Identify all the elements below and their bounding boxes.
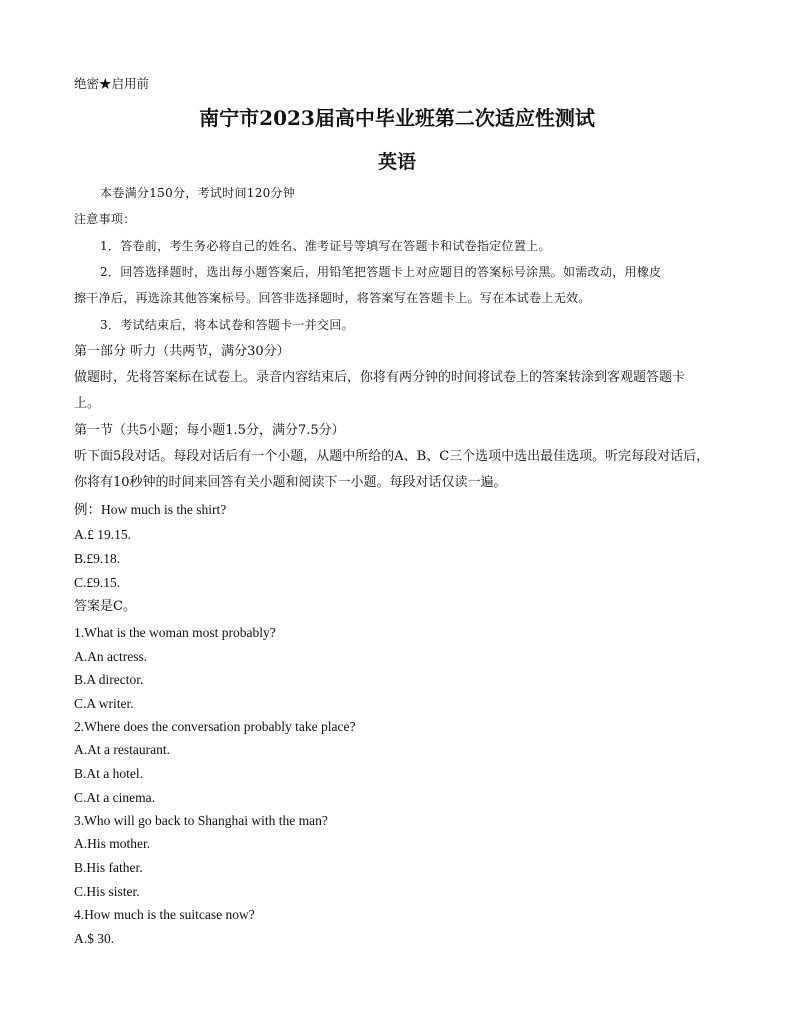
question-3: 3.Who will go back to Shanghai with the man? bbox=[74, 813, 328, 828]
example-option: B.£9.18. bbox=[74, 551, 121, 566]
option: C.A writer. bbox=[74, 696, 134, 711]
note-text: 答卷前，考生务必将自己的姓名、准考证号等填写在答题卡和试卷指定位置上。 bbox=[120, 239, 551, 253]
score-time-line: 本卷满分150分，考试时间120分钟 bbox=[100, 186, 296, 200]
section1-instruction: 听下面5段对话。每段对话后有一个小题，从题中所给的A、B、C三个选项中选出最佳选项。听完每段对话后， bbox=[74, 449, 710, 464]
note-text: 考试结束后，将本试卷和答题卡一并交回。 bbox=[120, 318, 354, 332]
option: B.His father. bbox=[74, 860, 143, 875]
note-number: 1． bbox=[100, 239, 121, 253]
confidential-label: 绝密★启用前 bbox=[74, 76, 150, 91]
note-number: 2． bbox=[100, 265, 121, 279]
option: A.At a restaurant. bbox=[74, 742, 170, 757]
part1-heading: 第一部分 听力（共两节，满分30分） bbox=[74, 344, 290, 359]
note-continuation: 擦干净后，再选涂其他答案标号。回答非选择题时，将答案写在答题卡上。写在本试卷上无效。 bbox=[74, 291, 591, 305]
note-item bbox=[74, 317, 354, 333]
option: C.His sister. bbox=[74, 884, 140, 899]
note-text: 回答选择题时，选出每小题答案后，用铅笔把答题卡上对应题目的答案标号涂黑。如需改动，用橡皮 bbox=[120, 265, 662, 279]
option: B.At a hotel. bbox=[74, 766, 143, 781]
option: A.His mother. bbox=[74, 836, 151, 851]
exam-title: 南宁市2023届高中毕业班第二次适应性测试 bbox=[199, 106, 595, 130]
question-4: 4.How much is the suitcase now? bbox=[74, 907, 255, 922]
example-answer: 答案是C。 bbox=[74, 599, 136, 614]
note-item bbox=[74, 264, 661, 280]
example-option: C.£9.15. bbox=[74, 575, 121, 590]
option: A.$ 30. bbox=[74, 931, 115, 946]
example-option: A.£ 19.15. bbox=[74, 527, 131, 542]
section1-instruction-cont: 你将有10秒钟的时间来回答有关小题和阅读下一小题。每段对话仅读一遍。 bbox=[74, 475, 507, 490]
note-number: 3． bbox=[100, 318, 121, 332]
option: B.A director. bbox=[74, 672, 144, 687]
example-question: 例：How much is the shirt? bbox=[74, 502, 227, 517]
option: A.An actress. bbox=[74, 649, 148, 664]
question-1: 1.What is the woman most probably? bbox=[74, 625, 276, 640]
notes-title: 注意事项： bbox=[74, 212, 136, 226]
option: C.At a cinema. bbox=[74, 790, 155, 805]
question-2: 2.Where does the conversation probably take place? bbox=[74, 719, 356, 734]
part1-instruction: 做题时，先将答案标在试卷上。录音内容结束后，你将有两分钟的时间将试卷上的答案转涂到客观题答题卡 bbox=[74, 370, 686, 385]
part1-instruction-cont: 上。 bbox=[74, 396, 101, 411]
section1-heading: 第一节（共5小题；每小题1.5分，满分7.5分） bbox=[74, 423, 345, 438]
note-item bbox=[74, 238, 551, 254]
subject-title: 英语 bbox=[377, 151, 416, 173]
